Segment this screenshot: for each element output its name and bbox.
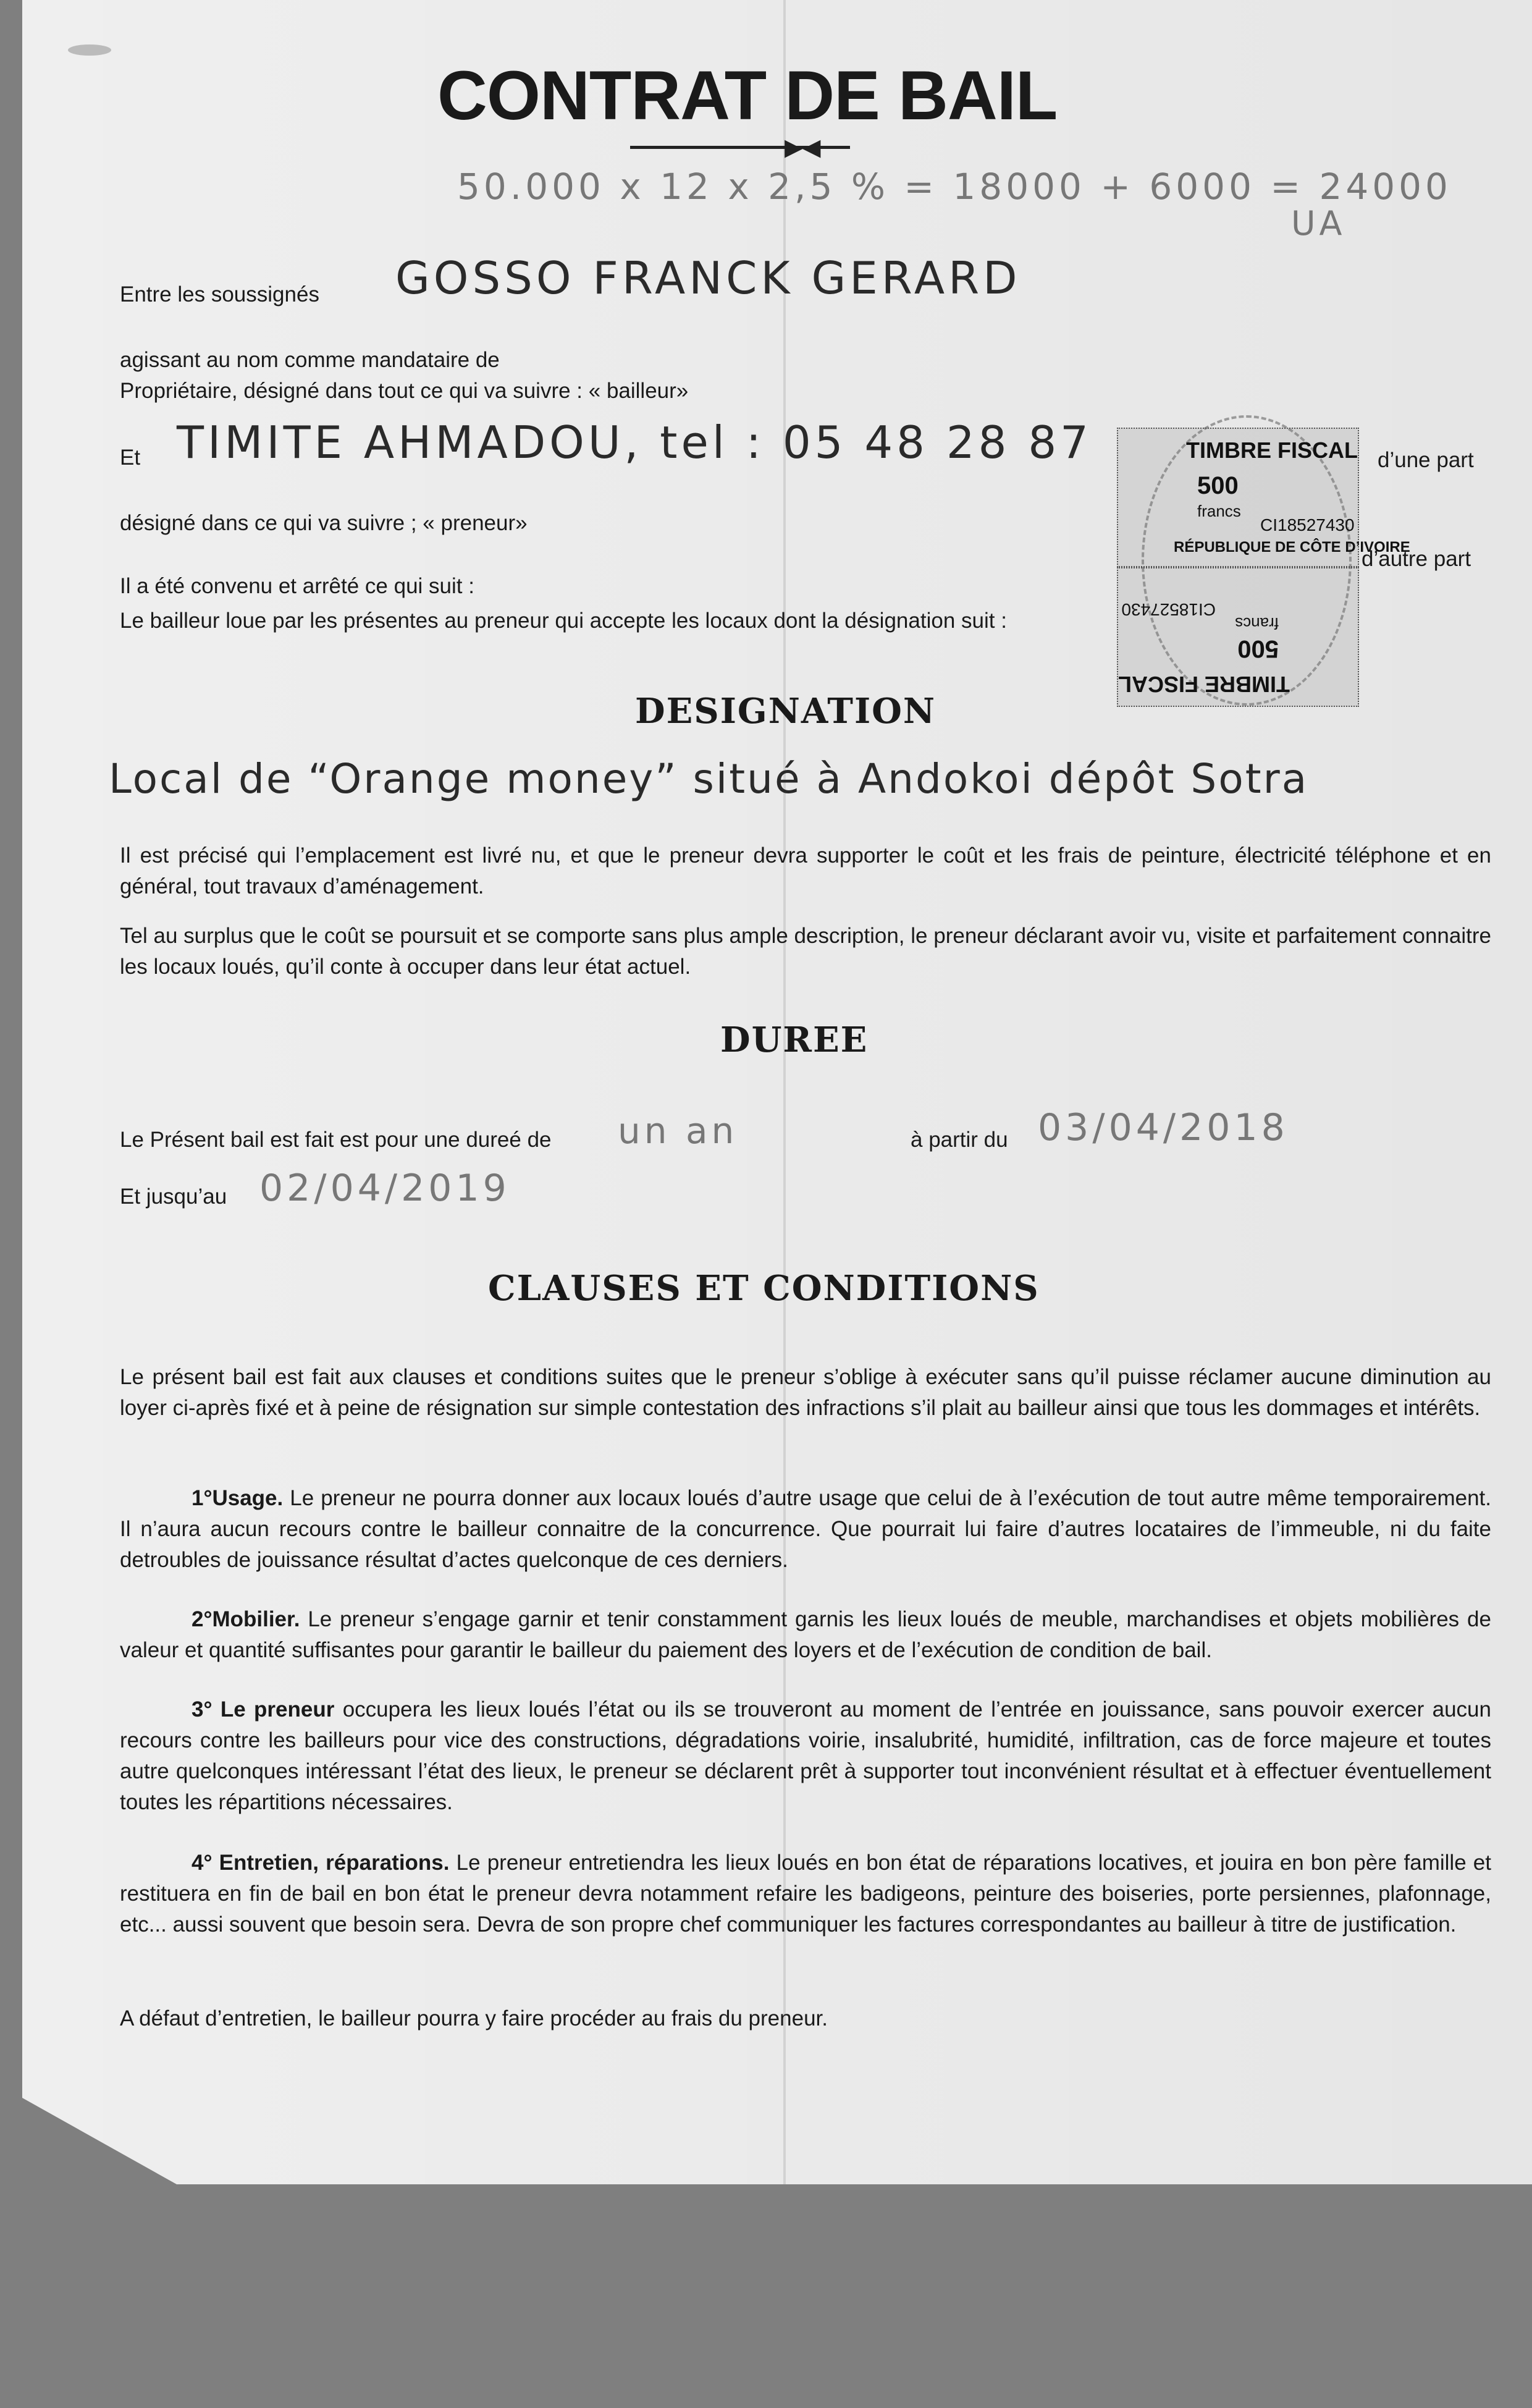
- parties-convenu-line2: Le bailleur loue par les présentes au preneur qui accepte les locaux dont la désignation suit :: [120, 609, 1007, 633]
- fiscal-stamp: [1117, 415, 1410, 714]
- handwritten-ua: UA: [1291, 204, 1346, 243]
- stamp-country: RÉPUBLIQUE DE CÔTE D’IVOIRE: [1174, 539, 1410, 556]
- clause-4-entretien: [120, 1848, 1491, 1940]
- document-title: CONTRAT DE BAIL: [437, 57, 1058, 134]
- duree-heading: DUREE: [720, 1020, 869, 1060]
- clause-3-text: occupera les lieux loués l’état ou ils se trouveront au moment de l’entrée en jouissance, sans pouvoir exercer aucun recours contre les bailleurs pour vice des constructions, dégradations voirie, insalubrité, humidité, infiltration, cas de force majeure et toutes autre quelconques intéressant l’état des lieux, le preneur se déclarent prêt à supporter tout inconvénient résultat et à effectuer éventuellement toutes les répartitions nécessaires.: [120, 1697, 1491, 1814]
- parties-agissant-line1: agissant au nom comme mandataire de: [120, 348, 500, 372]
- duree-line1-label: Le Présent bail est fait est pour une dureé de: [120, 1128, 552, 1152]
- clause-2-title: 2°Mobilier.: [192, 1607, 300, 1631]
- stamp-number: CI18527430: [1260, 515, 1355, 534]
- title-ornament-icon: ▶◀: [785, 135, 821, 161]
- stamp-unit: francs: [1235, 614, 1279, 633]
- designation-paragraph-1: Il est précisé qui l’emplacement est livré nu, et que le preneur devra supporter le coût et les frais de peinture, électricité téléphone et en général, tout travaux d’aménagement.: [120, 843, 1491, 898]
- clause-1-usage: [120, 1483, 1491, 1576]
- clause-1-text: Le preneur ne pourra donner aux locaux loués d’autre usage que celui de à l’exécution de tout autre même temporairement. Il n’aura aucun recours contre le bailleur connaitre de la concurrence. Que pourrait lui faire d’autres locataires de l’immeuble, ni du faite detroubles de jouissance résultat d’actes quelconque de ces derniers.: [120, 1486, 1491, 1572]
- handwritten-calculation: 50.000 x 12 x 2,5 % = 18000 + 6000 = 24000: [457, 166, 1452, 208]
- clauses-intro: Le présent bail est fait aux clauses et conditions suites que le preneur s’oblige à exécuter sans qu’il puisse réclamer aucune diminution au loyer ci-après fixé et à peine de résignation sur simple contestation des infractions s’il plait au bailleur ainsi que tous les dommages et intérêts.: [120, 1365, 1491, 1420]
- clause-3-title: 3° Le preneur: [192, 1697, 335, 1722]
- parties-designe: désigné dans ce qui va suivre ; « preneur»: [120, 511, 528, 535]
- ink-smudge: [68, 44, 111, 56]
- parties-et: Et: [120, 446, 141, 470]
- parties-convenu-line1: Il a été convenu et arrêté ce qui suit :: [120, 574, 474, 598]
- stamp-half-upper: [1117, 428, 1410, 567]
- stamp-amount: 500: [1197, 472, 1239, 499]
- designation-paragraph-2: Tel au surplus que le coût se poursuit et se comporte sans plus ample description, le preneur déclarant avoir vu, visite et parfaitement connaitre les locaux loués, qu’il conte à occuper dans leur état actuel.: [120, 924, 1491, 979]
- handwritten-date-end: 02/04/2019: [259, 1167, 510, 1210]
- clause-1-title: 1°Usage.: [192, 1486, 284, 1510]
- stamp-half-lower: [1117, 567, 1359, 707]
- stamp-title: TIMBRE FISCAL: [1186, 437, 1358, 463]
- handwritten-duree: un an: [618, 1110, 738, 1152]
- stamp-amount: 500: [1237, 635, 1279, 662]
- duree-end-label: Et jusqu’au: [120, 1185, 227, 1209]
- designation-heading: DESIGNATION: [635, 691, 936, 732]
- handwritten-preneur-name: TIMITE AHMADOU, tel : 05 48 28 87: [177, 416, 1092, 468]
- clause-4-text: Le preneur entretiendra les lieux loués en bon état de réparations locatives, et jouira en bon père famille et restituera en fin de bail en bon état le preneur devra notamment refaire les badigeons, peinture des boiseries, porte persiennes, plafonnage, etc... aussi souvent que besoin sera. Devra de son propre chef communiquer les factures correspondantes au bailleur à titre de justification.: [120, 1851, 1491, 1937]
- parties-entre: Entre les soussignés: [120, 282, 319, 306]
- handwritten-bailleur-name: GOSSO FRANCK GERARD: [395, 252, 1021, 304]
- clause-3-preneur: [120, 1694, 1491, 1818]
- torn-corner: [22, 2098, 177, 2184]
- stamp-unit: francs: [1197, 502, 1241, 520]
- handwritten-designation: Local de “Orange money” situé à Andokoi dépôt Sotra: [109, 755, 1309, 803]
- duree-start-label: à partir du: [911, 1128, 1008, 1152]
- parties-agissant-line2: Propriétaire, désigné dans tout ce qui va suivre : « bailleur»: [120, 379, 689, 403]
- clauses-heading: CLAUSES ET CONDITIONS: [488, 1268, 1040, 1309]
- parties-une-part: d’une part: [1378, 448, 1474, 472]
- parties-autre-part: d’autre part: [1362, 547, 1471, 571]
- clause-2-text: Le preneur s’engage garnir et tenir constamment garnis les lieux loués de meuble, marchandises et objets mobilières de valeur et quantité suffisantes pour garantir le bailleur du paiement des loyers et de l’exécution de condition de bail.: [120, 1607, 1491, 1662]
- stamp-title: TIMBRE FISCAL: [1118, 672, 1290, 697]
- stamp-number: CI18527430: [1121, 600, 1216, 619]
- clauses-outro: A défaut d’entretien, le bailleur pourra y faire procéder au frais du preneur.: [120, 2006, 828, 2030]
- clause-4-title: 4° Entretien, réparations.: [192, 1851, 450, 1875]
- clause-2-mobilier: [120, 1604, 1491, 1666]
- handwritten-date-start: 03/04/2018: [1038, 1106, 1289, 1149]
